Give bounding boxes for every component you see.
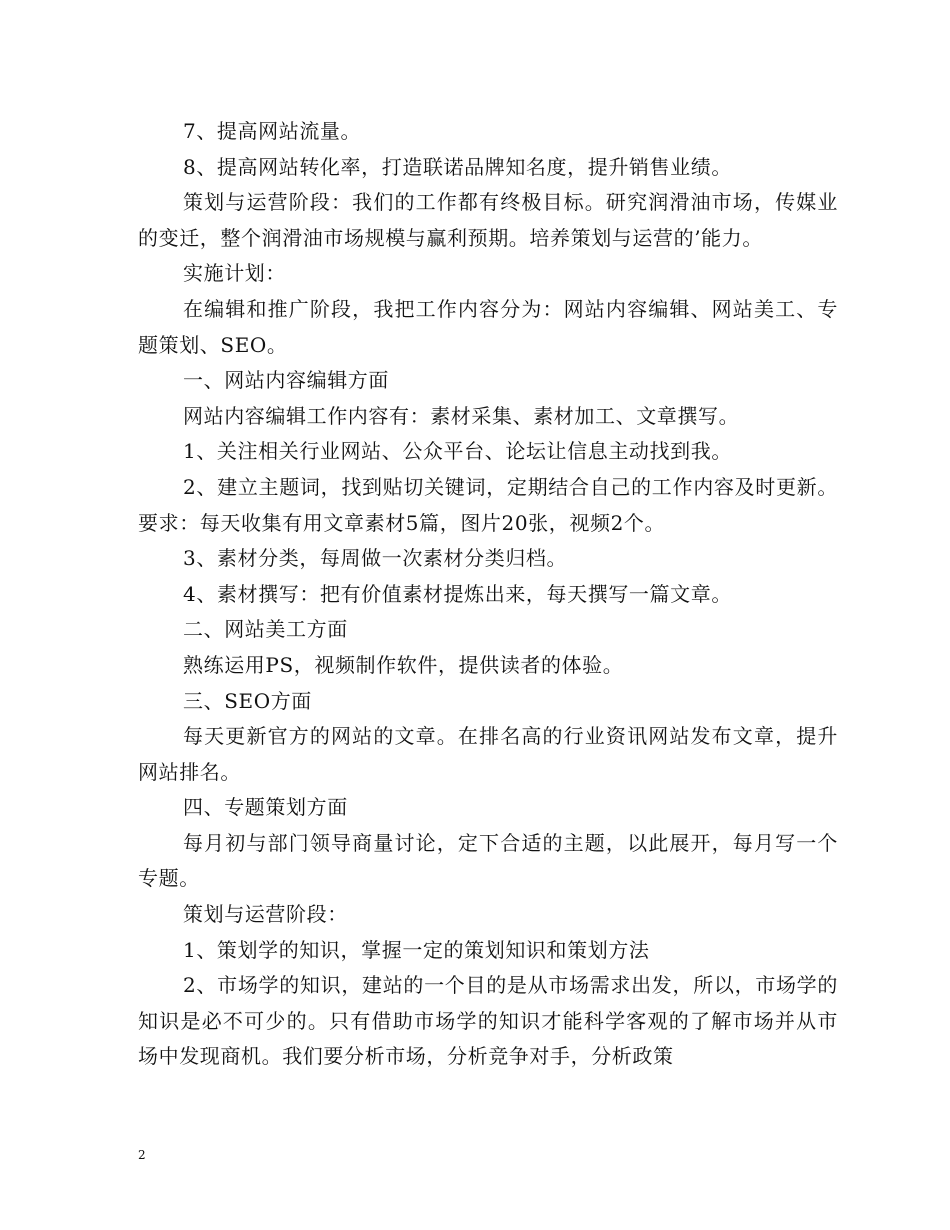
paragraph: 策划与运营阶段：: [183, 902, 348, 927]
paragraph: 实施计划：: [183, 261, 286, 286]
section-heading: 四、专题策划方面: [183, 795, 348, 820]
paragraph: 每月初与部门领导商量讨论，定下合适的主题，以此展开，每月写一个专题。: [138, 830, 838, 891]
paragraph: 在编辑和推广阶段，我把工作内容分为：网站内容编辑、网站美工、专题策划、SEO。: [138, 296, 838, 357]
list-item: 1、策划学的知识，掌握一定的策划知识和策划方法: [183, 937, 650, 962]
list-item: 2、建立主题词，找到贴切关键词，定期结合自己的工作内容及时更新。要求：每天收集有用文章素材5篇，图片20张，视频2个。: [138, 474, 838, 535]
section-heading: 一、网站内容编辑方面: [183, 368, 389, 393]
paragraph: 网站内容编辑工作内容有：素材采集、素材加工、文章撰写。: [183, 403, 740, 428]
list-item: 4、素材撰写：把有价值素材提炼出来，每天撰写一篇文章。: [183, 581, 732, 606]
paragraph: 策划与运营阶段：我们的工作都有终极目标。研究润滑油市场，传媒业的变迁，整个润滑油市场规模与赢利预期。培养策划与运营的’能力。: [138, 190, 838, 250]
list-item: 1、关注相关行业网站、公众平台、论坛让信息主动找到我。: [183, 439, 732, 464]
paragraph: 8、提高网站转化率，打造联诺品牌知名度，提升销售业绩。: [183, 154, 732, 179]
page-number: 2: [138, 1148, 146, 1162]
document-body: [138, 114, 838, 1075]
paragraph: 每天更新官方的网站的文章。在排名高的行业资讯网站发布文章，提升网站排名。: [138, 724, 838, 784]
list-item: 2、市场学的知识，建站的一个目的是从市场需求出发，所以，市场学的知识是必不可少的。只有借助市场学的知识才能科学客观的了解市场并从市场中发现商机。我们要分析市场，分析竞争对手，分析政策: [138, 973, 838, 1069]
section-heading: 三、SEO方面: [183, 688, 312, 713]
paragraph: 熟练运用PS，视频制作软件，提供读者的体验。: [183, 652, 624, 677]
section-heading: 二、网站美工方面: [183, 617, 348, 642]
paragraph: 7、提高网站流量。: [183, 119, 362, 143]
list-item: 3、素材分类，每周做一次素材分类归档。: [183, 546, 568, 571]
